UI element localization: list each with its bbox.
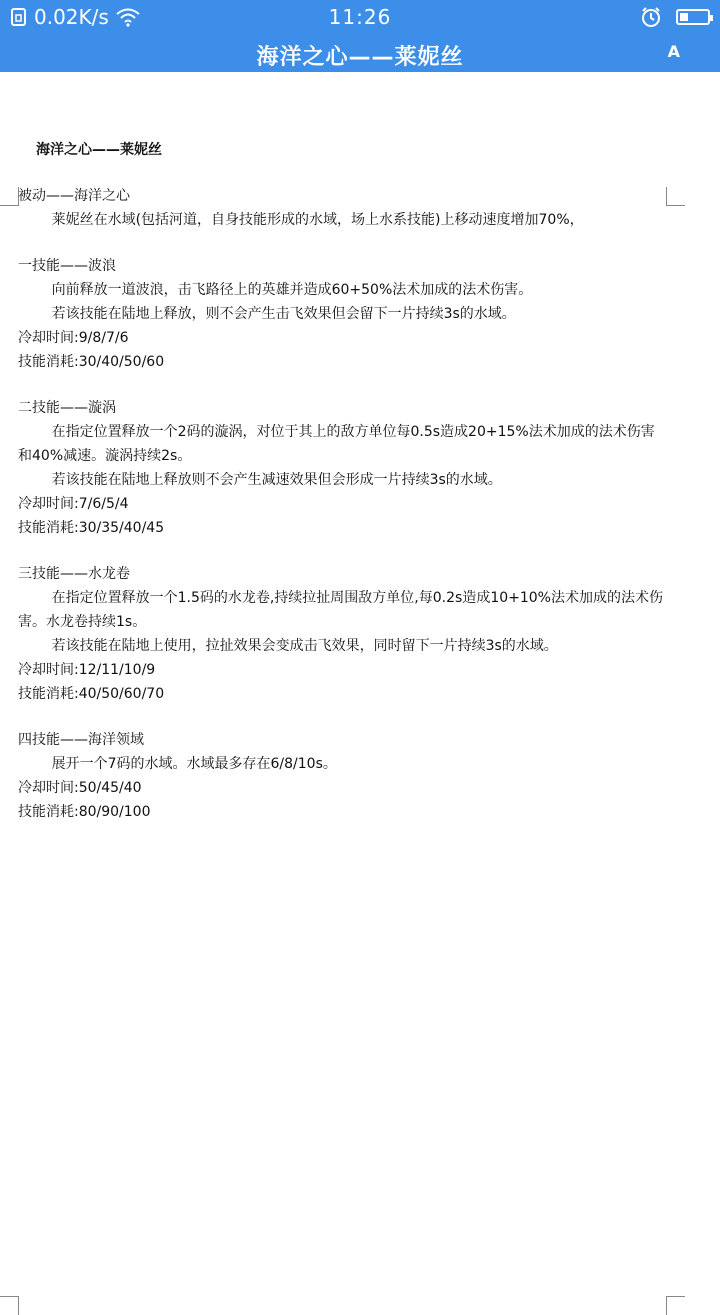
page-corner-bottom-left (0, 1296, 19, 1315)
cost-stat: 技能消耗:40/50/60/70 (18, 686, 165, 702)
skill-description: 在指定位置释放一个1.5码的水龙卷,持续拉扯周围敌方单位,每0.2s造成10+10%法术加成的法术伤害。水龙卷持续1s。 (18, 590, 663, 630)
cooldown-stat: 冷却时间:9/8/7/6 (18, 330, 129, 346)
cost-stat: 技能消耗:30/35/40/45 (18, 520, 165, 536)
skill-section (18, 254, 668, 374)
net-speed: 0.02K/s (34, 5, 109, 29)
skill-description: 在指定位置释放一个2码的漩涡，对位于其上的敌方单位每0.5s造成20+15%法术加成的法术伤害和40%减速。漩涡持续2s。 (18, 424, 655, 464)
skill-description: 向前释放一道波浪，击飞路径上的英雄并造成60+50%法术加成的法术伤害。 (51, 282, 533, 298)
skill-heading: 三技能——水龙卷 (18, 566, 130, 582)
skill-section (18, 396, 668, 540)
skill-section (18, 728, 668, 824)
app-header (0, 0, 720, 72)
skill-section (18, 562, 668, 706)
skill-heading: 一技能——波浪 (18, 258, 116, 274)
cost-stat: 技能消耗:30/40/50/60 (18, 354, 165, 370)
skill-heading: 二技能——漩涡 (18, 400, 116, 416)
page-corner-top-right (666, 187, 685, 206)
skill-section (18, 184, 668, 232)
document-body (18, 138, 668, 846)
skill-description: 若该技能在陆地上使用，拉扯效果会变成击飞效果，同时留下一片持续3s的水域。 (51, 638, 558, 654)
alarm-icon (640, 6, 662, 28)
skill-description: 展开一个7码的水域。水域最多存在6/8/10s。 (51, 756, 337, 772)
cooldown-stat: 冷却时间:12/11/10/9 (18, 662, 156, 678)
cost-stat: 技能消耗:80/90/100 (18, 804, 151, 820)
skill-heading: 被动——海洋之心 (18, 188, 130, 204)
cooldown-stat: 冷却时间:7/6/5/4 (18, 496, 129, 512)
cooldown-stat: 冷却时间:50/45/40 (18, 780, 142, 796)
battery-icon (676, 9, 710, 25)
document-title: 海洋之心——莱妮丝 (36, 142, 162, 158)
sections-container (18, 184, 668, 824)
page-corner-top-left (0, 187, 19, 206)
skill-heading: 四技能——海洋领域 (18, 732, 144, 748)
status-right (640, 6, 710, 28)
font-size-button[interactable]: A (667, 42, 680, 61)
page-title: 海洋之心——莱妮丝 (256, 45, 464, 70)
status-bar (0, 0, 720, 34)
skill-description: 若该技能在陆地上释放，则不会产生击飞效果但会留下一片持续3s的水域。 (51, 306, 516, 322)
page-corner-bottom-right (666, 1296, 685, 1315)
clock: 11:26 (328, 5, 392, 29)
skill-description: 莱妮丝在水域(包括河道，自身技能形成的水域，场上水系技能)上移动速度增加70%， (51, 212, 584, 228)
title-bar (0, 38, 720, 70)
skill-description: 若该技能在陆地上释放则不会产生减速效果但会形成一片持续3s的水域。 (51, 472, 502, 488)
